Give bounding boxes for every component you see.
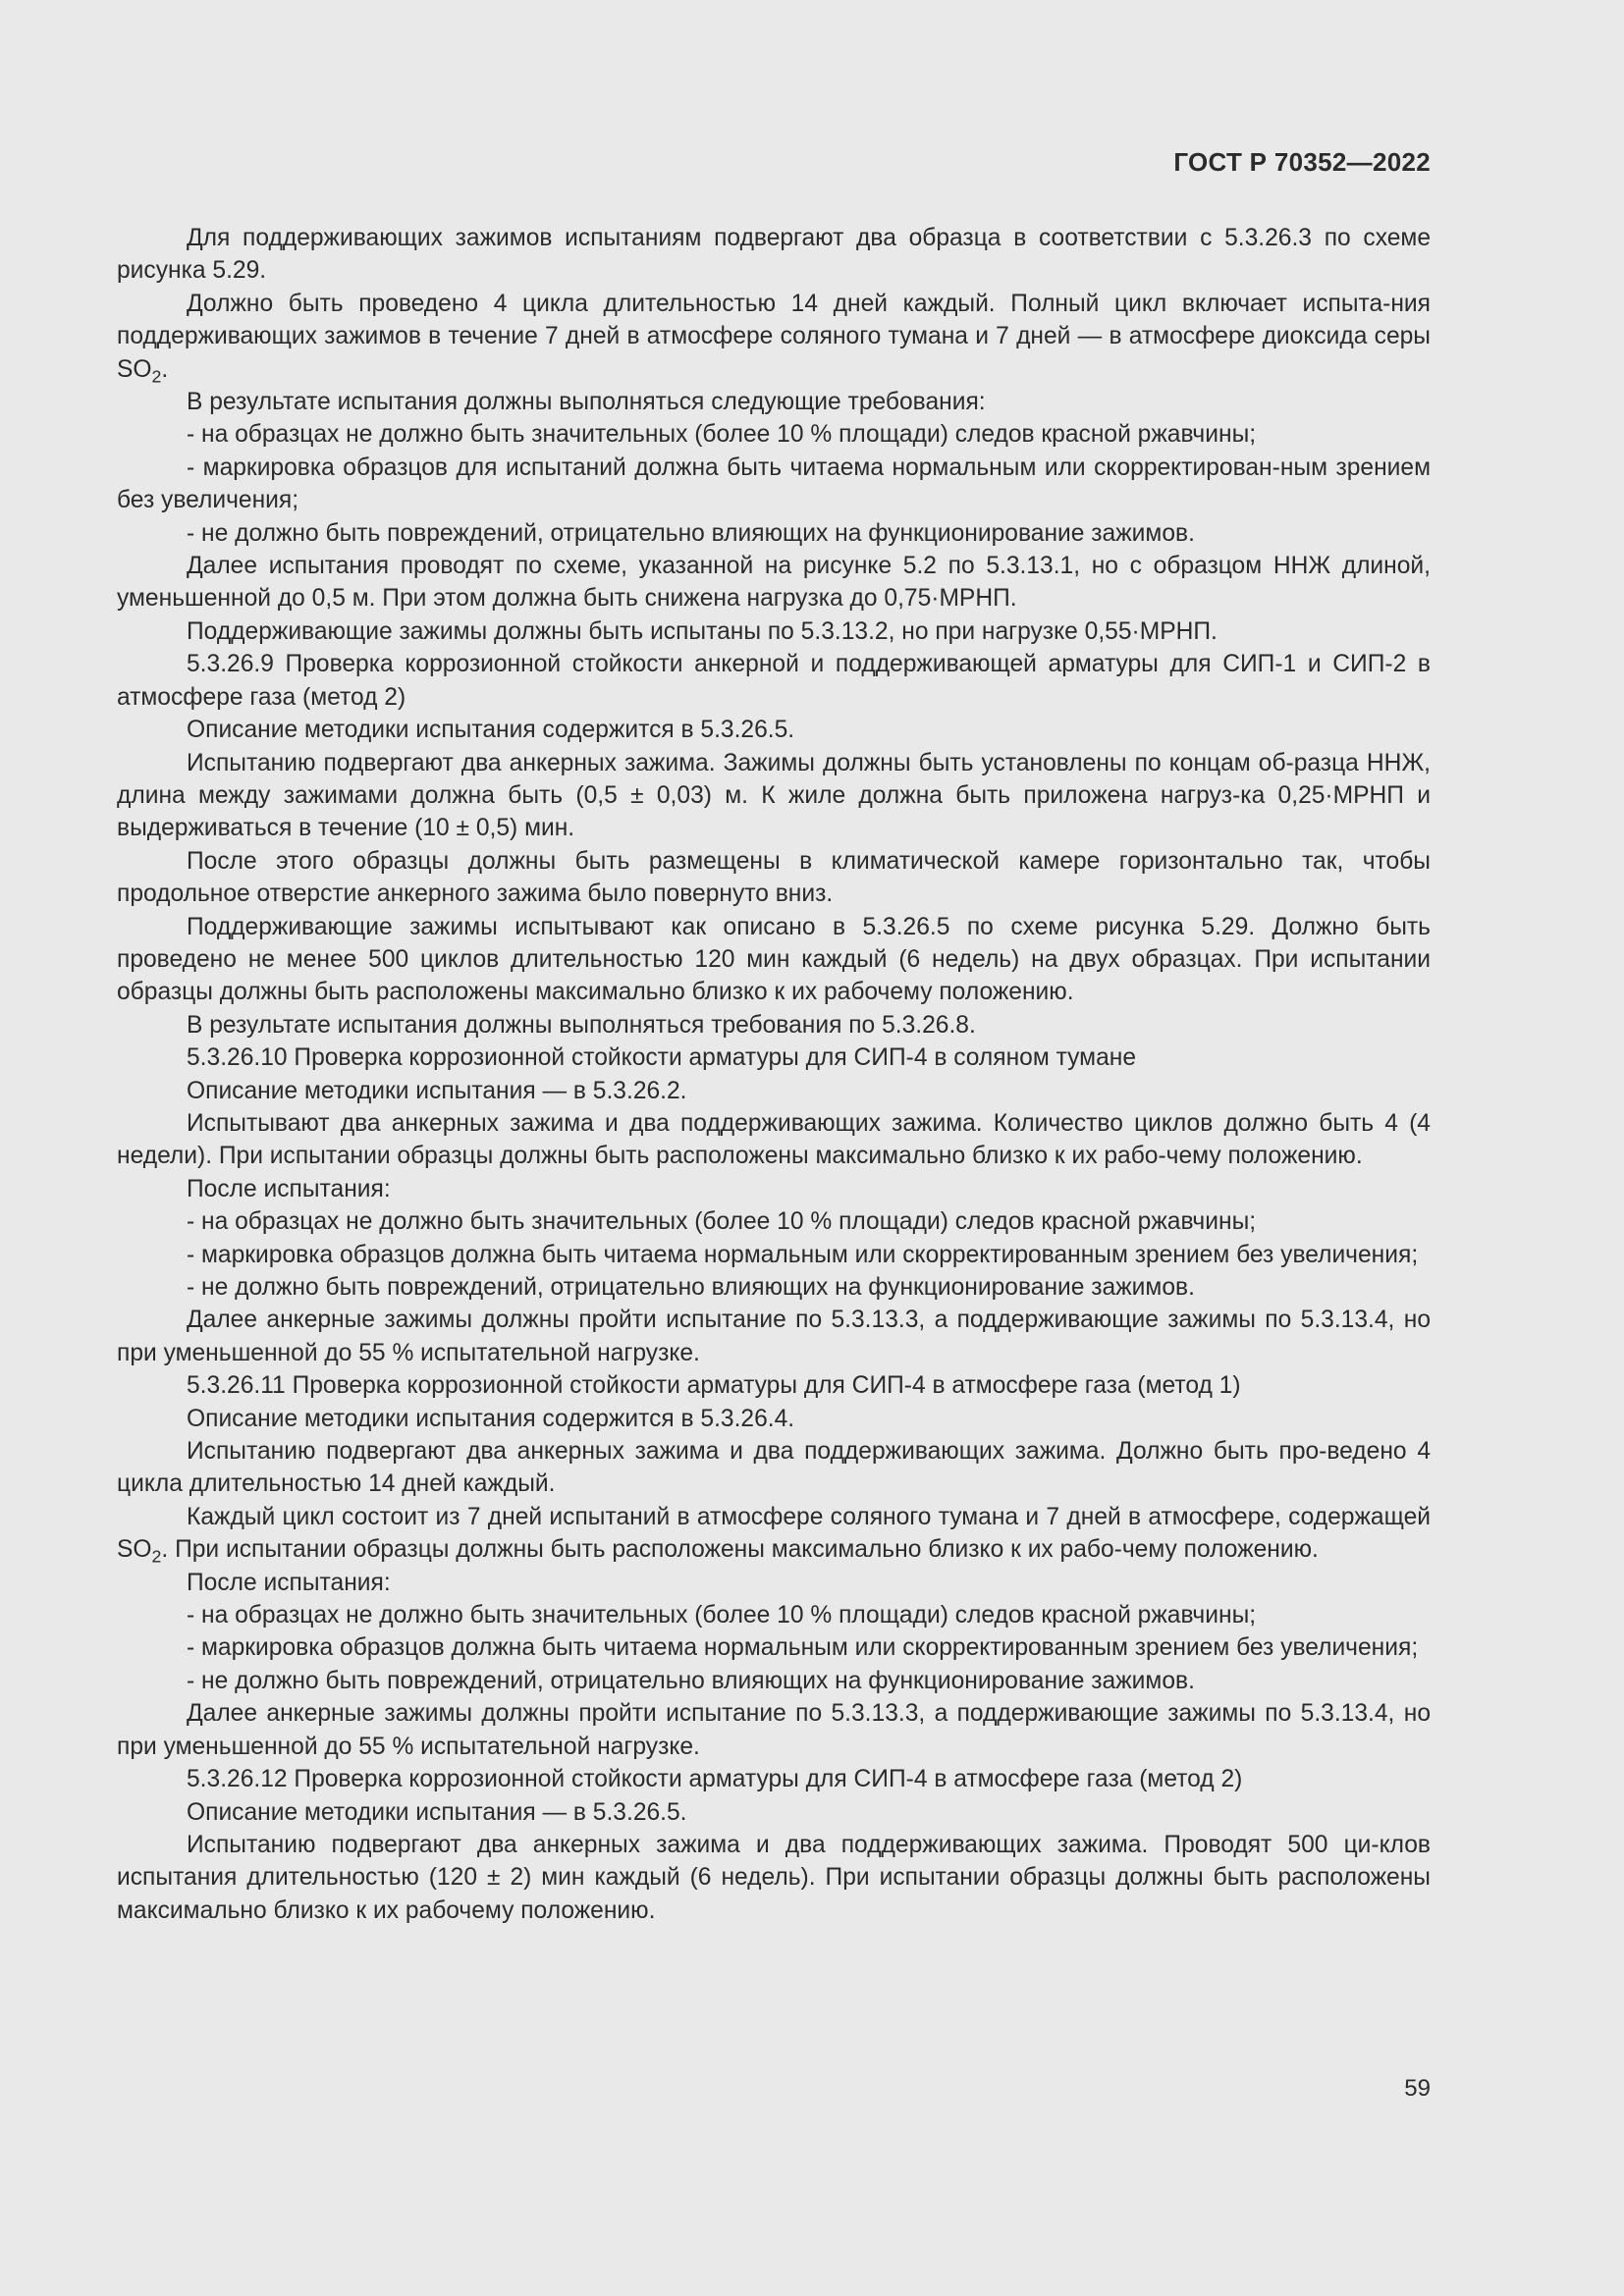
page-number: 59 xyxy=(1404,2075,1431,2102)
paragraph: Далее анкерные зажимы должны пройти испытание по 5.3.13.3, а поддерживающие зажимы по 5.3.13.4, но при уменьшенной до 55 % испытательной нагрузке. xyxy=(117,1307,1431,1366)
paragraph: Далее анкерные зажимы должны пройти испытание по 5.3.13.3, а поддерживающие зажимы по 5.3.13.4, но при уменьшенной до 55 % испытательной нагрузке. xyxy=(117,1700,1431,1760)
paragraph: - не должно быть повреждений, отрицательно влияющих на функционирование зажимов. xyxy=(187,1274,1195,1301)
paragraph: После этого образцы должны быть размещены в климатической камере горизонтально так, чтобы продольное отверстие анкерного зажима было повернуто вниз. xyxy=(117,847,1431,908)
paragraph: Описание методики испытания — в 5.3.26.5. xyxy=(187,1798,687,1826)
paragraph: - на образцах не должно быть значительных (более 10 % площади) следов красной ржавчины; xyxy=(187,1602,1257,1629)
document-body xyxy=(117,222,1431,1927)
paragraph: 5.3.26.11 Проверка коррозионной стойкости арматуры для СИП-4 в атмосфере газа (метод 1) xyxy=(187,1372,1241,1400)
paragraph: Описание методики испытания содержится в 5.3.26.5. xyxy=(187,717,795,744)
paragraph: Испытанию подвергают два анкерных зажима и два поддерживающих зажима. Проводят 500 ци-клов испытания длительностью (120 ± 2) мин каждый (6 недель). При испытании образцы должны быть расположены максимально близко к их рабочему положению. xyxy=(117,1831,1431,1924)
paragraph: Описание методики испытания содержится в 5.3.26.4. xyxy=(187,1405,795,1432)
paragraph: В результате испытания должны выполняться следующие требования: xyxy=(187,389,986,416)
paragraph: Далее испытания проводят по схеме, указанной на рисунке 5.2 по 5.3.13.1, но с образцом ННЖ длиной, уменьшенной до 0,5 м. При этом должна быть снижена нагрузка до 0,75·МРНП. xyxy=(117,553,1431,613)
paragraph: Поддерживающие зажимы должны быть испытаны по 5.3.13.2, но при нагрузке 0,55·МРНП. xyxy=(187,617,1218,645)
paragraph: Поддерживающие зажимы испытывают как описано в 5.3.26.5 по схеме рисунка 5.29. Должно быть проведено не менее 500 циклов длительностью 120 мин каждый (6 недель) на двух образцах. При испытании образцы должны быть расположены максимально близко к их рабочему положению. xyxy=(117,913,1431,1006)
paragraph: 5.3.26.10 Проверка коррозионной стойкости арматуры для СИП-4 в соляном тумане xyxy=(187,1044,1137,1072)
paragraph: 5.3.26.9 Проверка коррозионной стойкости анкерной и поддерживающей арматуры для СИП-1 и СИП-2 в атмосфере газа (метод 2) xyxy=(117,651,1431,711)
paragraph: Испытанию подвергают два анкерных зажима и два поддерживающих зажима. Должно быть про-ведено 4 цикла длительностью 14 дней каждый. xyxy=(117,1438,1431,1498)
paragraph: Испытывают два анкерных зажима и два поддерживающих зажима. Количество циклов должно быть 4 (4 недели). При испытании образцы должны быть расположены максимально близко к их рабо-чему положению. xyxy=(117,1109,1431,1170)
paragraph: - на образцах не должно быть значительных (более 10 % площади) следов красной ржавчины; xyxy=(187,1208,1257,1236)
paragraph: Испытанию подвергают два анкерных зажима. Зажимы должны быть установлены по концам об-разца ННЖ, длина между зажимами должна быть (0,5 ± 0,03) м. К жиле должна быть приложена нагруз-ка 0,25·МРНП и выдерживаться в течение (10 ± 0,5) мин. xyxy=(117,749,1431,842)
paragraph: После испытания: xyxy=(187,1175,391,1202)
paragraph: Для поддерживающих зажимов испытаниям подвергают два образца в соответствии с 5.3.26.3 по схеме рисунка 5.29. xyxy=(117,225,1431,285)
paragraph: Должно быть проведено 4 цикла длительностью 14 дней каждый. Полный цикл включает испыта-ния поддерживающих зажимов в течение 7 дней в атмосфере соляного тумана и 7 дней — в атмосфере диоксида серы $SO_2$. xyxy=(117,290,1431,386)
paragraph: Описание методики испытания — в 5.3.26.2. xyxy=(187,1077,687,1104)
paragraph: - маркировка образцов должна быть читаема нормальным или скорректированным зрением без увеличения; xyxy=(187,1241,1419,1268)
paragraph: - маркировка образцов должна быть читаема нормальным или скорректированным зрением без увеличения; xyxy=(187,1634,1419,1662)
paragraph: 5.3.26.12 Проверка коррозионной стойкости арматуры для СИП-4 в атмосфере газа (метод 2) xyxy=(187,1766,1243,1793)
paragraph: Каждый цикл состоит из 7 дней испытаний в атмосфере соляного тумана и 7 дней в атмосфере, содержащей $SO_2$. При испытании образцы должны быть расположены максимально близко к их рабо-чему положению. xyxy=(117,1503,1431,1567)
paragraph: - не должно быть повреждений, отрицательно влияющих на функционирование зажимов. xyxy=(187,1667,1195,1694)
paragraph: В результате испытания должны выполняться требования по 5.3.26.8. xyxy=(187,1011,976,1039)
document-header: ГОСТ Р 70352—2022 xyxy=(1173,147,1431,177)
paragraph: После испытания: xyxy=(187,1569,391,1596)
paragraph: - маркировка образцов для испытаний должна быть читаема нормальным или скорректирован-ным зрением без увеличения; xyxy=(117,454,1431,514)
paragraph: - не должно быть повреждений, отрицательно влияющих на функционирование зажимов. xyxy=(187,519,1195,547)
paragraph: - на образцах не должно быть значительных (более 10 % площади) следов красной ржавчины; xyxy=(187,421,1257,449)
